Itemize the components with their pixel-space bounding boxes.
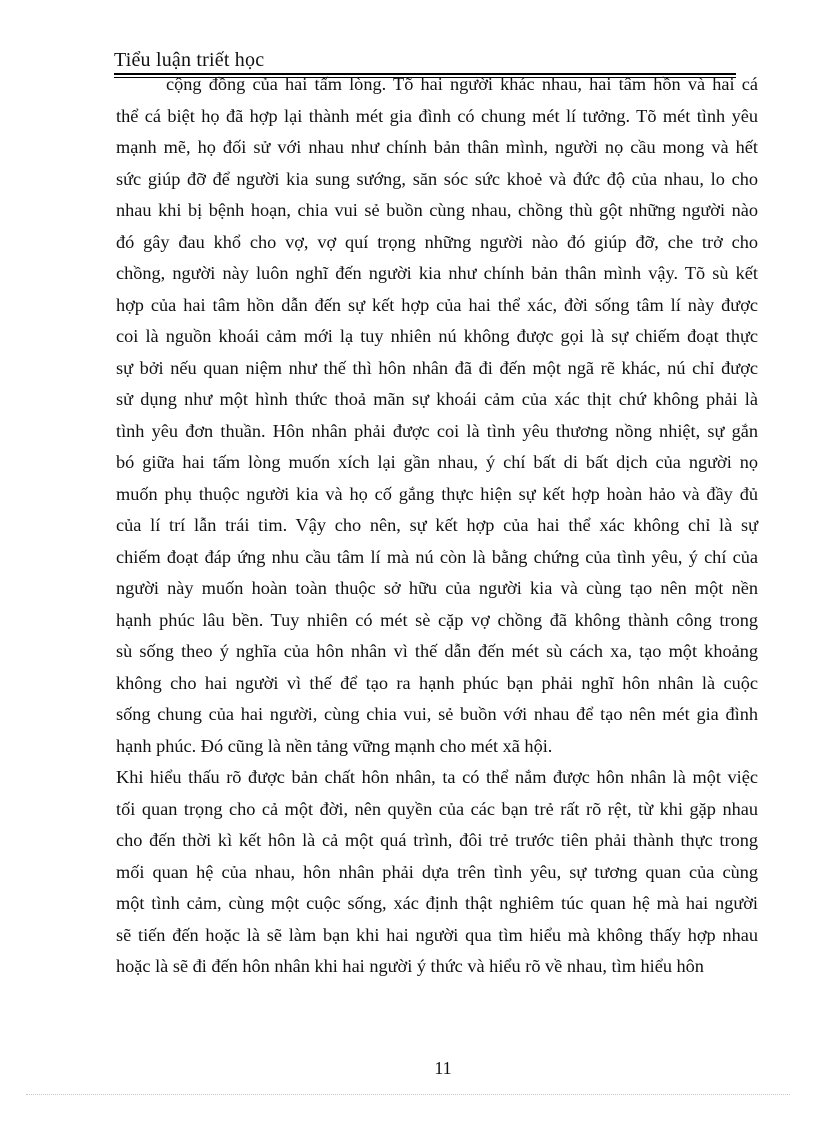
page-number: 11 — [434, 1058, 452, 1078]
text-line: chiếm đoạt đáp ứng nhu cầu tâm lí mà nú còn là bằng chứng của tình yêu, ý chí của — [116, 546, 758, 567]
text-line: hạnh phúc lâu bền. Tuy nhiên có mét sè cặp vợ chồng đã không thành công trong — [116, 609, 758, 630]
text-line: sù sống theo ý nghĩa của hôn nhân vì thế dẫn đến mét sù cách xa, tạo một khoảng — [116, 641, 758, 661]
text-line: hạnh phúc. Đó cũng là nền tảng vững mạnh cho mét xã hội. — [116, 735, 553, 756]
footer-divider — [26, 1094, 790, 1095]
text-line: coi là nguồn khoái cảm mới lạ tuy nhiên nú không được gọi là sự chiếm đoạt thực — [116, 326, 758, 346]
text-line: sử dụng như một hình thức thoả mãn sự khoái cảm của xác thịt chứ không phải là — [116, 389, 758, 409]
text-line: một tình cảm, cùng một cuộc sống, xác định thật nghiêm túc quan hệ mà hai người — [116, 893, 758, 913]
text-line: nhau khi bị bệnh hoạn, chia vui sẻ buồn cùng nhau, chồng thù gột những người nào — [116, 200, 758, 220]
text-line: không cho hai người vì thế để tạo ra hạnh phúc bạn phải nghĩ hôn nhân là cuộc — [116, 672, 758, 693]
text-line: hoặc là sẽ đi đến hôn nhân khi hai người ý thức và hiểu rõ về nhau, tìm hiểu hôn — [116, 956, 704, 976]
text-line: bó giữa hai tấm lòng muốn xích lại gần nhau, ý chí bất di bất dịch của người nọ — [116, 452, 758, 472]
text-line: sự bởi nếu quan niệm như thế thì hôn nhân đã đi đến một ngã rẽ khác, nú chỉ được — [116, 357, 758, 378]
text-line: muốn phụ thuộc người kia và họ cố gắng thực hiện sự kết hợp hoàn hảo và đầy đủ — [116, 483, 758, 504]
text-line: cộng đồng của hai tấm lòng. Tõ hai người khác nhau, hai tâm hồn và hai cá — [166, 74, 758, 94]
text-line: sức giúp đỡ để người kia sung sướng, săn sóc sức khoẻ và đức độ của nhau, lo cho — [116, 168, 758, 189]
text-line: tình yêu đơn thuần. Hôn nhân phải được coi là tình yêu thương nồng nhiệt, sự gắn — [116, 420, 758, 441]
text-line: người này muốn hoàn toàn thuộc sở hữu của người kia và cùng tạo nên một nền — [116, 578, 758, 598]
text-line: đó gây đau khổ cho vợ, vợ quí trọng những người nào đó giúp đỡ, che trở cho — [116, 231, 758, 252]
text-line: mối quan hệ của nhau, hôn nhân phải dựa trên tình yêu, sự tương quan của cùng — [116, 861, 758, 882]
text-line: tối quan trọng cho cả một đời, nên quyền của các bạn trẻ rất rõ rệt, từ khi gặp nhau — [116, 798, 758, 819]
text-line: hợp của hai tâm hồn dẫn đến sự kết hợp của hai thể xác, đời sống tâm lí này được — [116, 294, 758, 315]
text-line: mạnh mẽ, họ đối sử với nhau như chính bản thân mình, người nọ cầu mong và hết — [116, 137, 758, 157]
text-line: Khi hiểu thấu rõ được bản chất hôn nhân, ta có thể nắm được hôn nhân là một việc — [116, 767, 758, 787]
header-title: Tiểu luận triết học — [114, 49, 265, 71]
text-line: cho đến thời kì kết hôn là cả một quá trình, đôi trẻ trước tiên phải thành thực trong — [116, 830, 758, 850]
text-line: sống chung của hai người, cùng chia vui, sẻ buồn với nhau để tạo nên mét gia đình — [116, 704, 758, 724]
text-line: chồng, người này luôn nghĩ đến người kia như chính bản thân mình vậy. Tõ sù kết — [116, 263, 758, 283]
body-text — [116, 69, 758, 983]
text-line: sẽ tiến đến hoặc là sẽ làm bạn khi hai người qua tìm hiểu mà không thấy hợp nhau — [116, 924, 758, 945]
text-line: của lí trí lẫn trái tim. Vậy cho nên, sự kết hợp của hai thể xác không chỉ là sự — [116, 515, 758, 535]
text-line: thể cá biệt họ đã hợp lại thành mét gia đình có chung mét lí tưởng. Tõ mét tình yêu — [116, 105, 758, 126]
